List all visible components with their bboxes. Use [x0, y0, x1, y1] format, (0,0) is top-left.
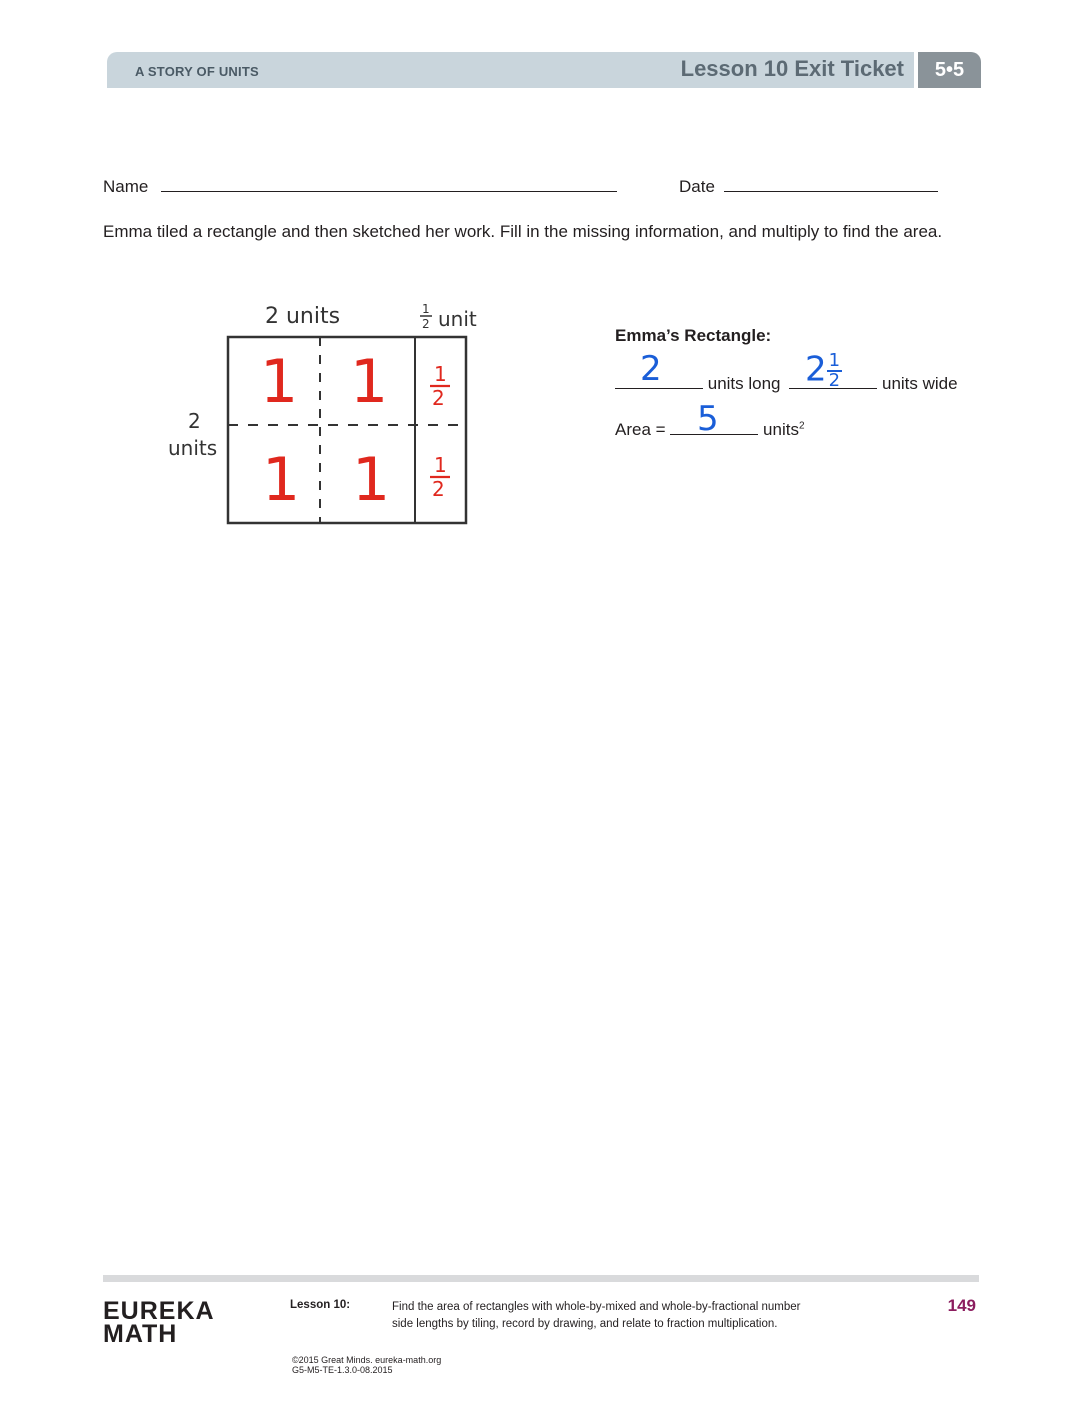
top-half-den: 2	[422, 317, 430, 331]
cell-one: 1	[350, 347, 389, 417]
problem-text: Emma tiled a rectangle and then sketched her work. Fill in the missing information, and multiply to find the area.	[103, 222, 943, 241]
eureka-math-logo: EUREKA MATH	[103, 1297, 215, 1348]
svg-text:1: 1	[434, 362, 447, 386]
area-label: Area =	[615, 420, 666, 439]
svg-text:1: 1	[434, 453, 447, 477]
cell-one: 1	[352, 445, 391, 515]
dimensions-line	[615, 372, 958, 394]
handwritten-width-whole: 2	[805, 349, 827, 390]
side-label-word: units	[168, 436, 218, 460]
cell-half-bottom	[430, 453, 450, 501]
width-text: units wide	[881, 374, 958, 393]
cell-one: 1	[260, 347, 299, 417]
copyright: ©2015 Great Minds. eureka-math.org G5-M5-TE-1.3.0-08.2015	[292, 1355, 442, 1375]
side-label-number: 2	[188, 409, 201, 433]
series-title: A STORY OF UNITS	[135, 64, 259, 79]
length-text: units long	[707, 374, 781, 393]
date-field[interactable]	[724, 175, 938, 192]
page-number: 149	[947, 1296, 976, 1315]
area-unit: units	[763, 420, 799, 439]
grade-badge: 5•5	[918, 52, 981, 88]
date-row	[679, 175, 938, 197]
handwritten-width-fraction: $\frac{1}{2}$	[828, 350, 841, 391]
svg-text:2: 2	[432, 477, 445, 501]
answers-block	[615, 326, 771, 346]
footer-lesson-label: Lesson 10:	[290, 1299, 351, 1311]
name-field[interactable]	[161, 175, 617, 192]
top-half-word: unit	[438, 307, 477, 331]
date-label: Date	[679, 177, 715, 196]
name-label: Name	[103, 177, 149, 196]
answers-heading: Emma’s Rectangle:	[615, 326, 772, 345]
top-label-whole: 2 units	[265, 304, 341, 329]
cell-half-top	[430, 362, 450, 410]
footer-rule	[103, 1275, 979, 1282]
lesson-title: Lesson 10 Exit Ticket	[680, 56, 904, 81]
top-half-num: 1	[422, 302, 430, 316]
top-label-half	[420, 302, 477, 331]
area-exponent: 2	[798, 420, 805, 432]
name-row	[103, 175, 617, 197]
rectangle-sketch	[160, 295, 500, 535]
cell-one: 1	[262, 445, 301, 515]
footer-description: Find the area of rectangles with whole-by-mixed and whole-by-fractional number side lengths by tiling, record by drawing, and relate to fraction multiplication.	[392, 1301, 801, 1330]
handwritten-width	[805, 349, 842, 391]
svg-text:2: 2	[432, 386, 445, 410]
handwritten-area: 5	[697, 399, 719, 439]
handwritten-length: 2	[640, 349, 662, 389]
